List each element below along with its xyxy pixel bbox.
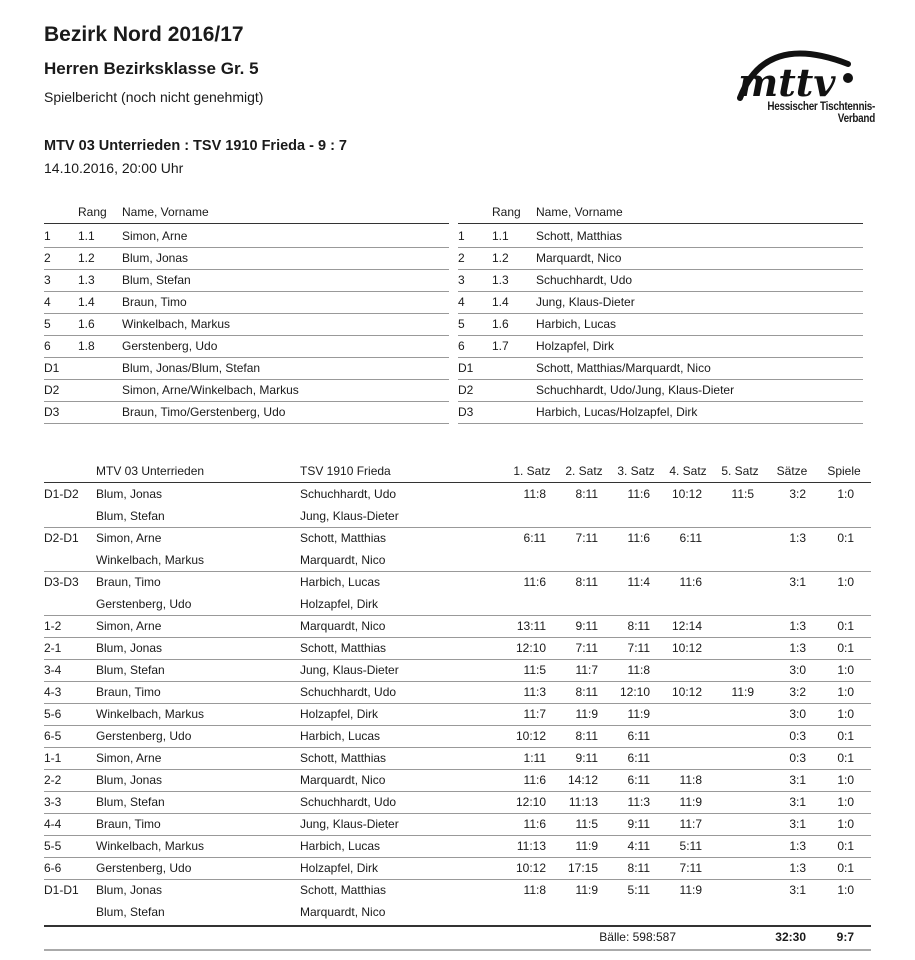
lineup-row bbox=[458, 357, 863, 380]
home-player: Gerstenberg, Udo bbox=[96, 597, 192, 611]
set-score: 11:6 bbox=[679, 575, 702, 589]
home-player: Braun, Timo bbox=[96, 685, 161, 699]
match-code: 2-1 bbox=[44, 641, 62, 655]
match-row bbox=[44, 659, 871, 682]
match-code: D1-D2 bbox=[44, 487, 79, 501]
away-player: Marquardt, Nico bbox=[300, 773, 386, 787]
away-player: Schott, Matthias bbox=[300, 751, 387, 765]
logo-wordmark: mttv bbox=[738, 60, 836, 102]
lineup-player-name: Blum, Jonas bbox=[122, 251, 189, 265]
htttv-logo bbox=[730, 40, 875, 125]
lineup-rang: 1.4 bbox=[78, 295, 95, 309]
lineup-player-name: Winkelbach, Markus bbox=[122, 317, 231, 331]
lineup-rang: 1.2 bbox=[492, 251, 509, 265]
match-code: D3-D3 bbox=[44, 575, 79, 589]
set-score: 8:11 bbox=[575, 729, 598, 743]
home-player: Simon, Arne bbox=[96, 531, 162, 545]
lineup-row bbox=[458, 269, 863, 292]
lineup-position: D2 bbox=[44, 383, 60, 397]
col-name-header: Name, Vorname bbox=[536, 205, 623, 219]
away-player: Holzapfel, Dirk bbox=[300, 597, 379, 611]
set-score: 6:11 bbox=[523, 531, 546, 545]
lineup-position: 6 bbox=[458, 339, 465, 353]
set-score: 11:9 bbox=[731, 685, 754, 699]
col-name-header: Name, Vorname bbox=[122, 205, 209, 219]
logo-mark-icon bbox=[730, 40, 875, 102]
lineup-player-name: Jung, Klaus-Dieter bbox=[536, 295, 635, 309]
match-row bbox=[44, 615, 871, 638]
lineup-position: 6 bbox=[44, 339, 51, 353]
match-row bbox=[44, 681, 871, 704]
home-player: Winkelbach, Markus bbox=[96, 839, 205, 853]
match-row bbox=[44, 637, 871, 660]
set-score: 11:9 bbox=[575, 707, 598, 721]
match-row bbox=[44, 483, 871, 505]
lineup-row bbox=[458, 247, 863, 270]
set-score: 8:11 bbox=[575, 487, 598, 501]
set5-header: 5. Satz bbox=[721, 464, 759, 478]
set-score: 11:7 bbox=[523, 707, 546, 721]
home-player: Braun, Timo bbox=[96, 817, 161, 831]
match-code: 5-5 bbox=[44, 839, 62, 853]
set-score: 5:11 bbox=[627, 883, 650, 897]
lineup-row bbox=[458, 401, 863, 424]
saetze-score: 3:0 bbox=[789, 707, 806, 721]
set-score: 11:3 bbox=[523, 685, 546, 699]
set-score: 11:9 bbox=[627, 707, 650, 721]
set-score: 11:8 bbox=[523, 487, 546, 501]
home-player: Winkelbach, Markus bbox=[96, 553, 205, 567]
lineup-row bbox=[458, 335, 863, 358]
spiele-score: 0:1 bbox=[837, 751, 854, 765]
col-rang-header: Rang bbox=[78, 205, 107, 219]
set-score: 11:13 bbox=[516, 839, 546, 853]
spiele-score: 1:0 bbox=[837, 883, 854, 897]
lineup-player-name: Blum, Jonas/Blum, Stefan bbox=[122, 361, 261, 375]
saetze-score: 3:1 bbox=[789, 817, 806, 831]
set-score: 11:9 bbox=[679, 795, 702, 809]
set-score: 9:11 bbox=[575, 619, 598, 633]
home-player: Blum, Jonas bbox=[96, 641, 163, 655]
set-score: 11:3 bbox=[627, 795, 650, 809]
saetze-score: 3:1 bbox=[789, 575, 806, 589]
match-row bbox=[44, 813, 871, 836]
saetze-score: 3:0 bbox=[789, 663, 806, 677]
lineup-row bbox=[44, 225, 449, 248]
spiele-score: 1:0 bbox=[837, 817, 854, 831]
match-code: 3-3 bbox=[44, 795, 62, 809]
spiele-score: 0:1 bbox=[837, 839, 854, 853]
away-player: Schuchhardt, Udo bbox=[300, 487, 397, 501]
match-row-continued bbox=[44, 901, 871, 923]
set-score: 11:4 bbox=[627, 575, 650, 589]
match-row bbox=[44, 703, 871, 726]
lineup-position: 1 bbox=[458, 229, 465, 243]
saetze-score: 3:2 bbox=[789, 487, 806, 501]
home-player: Simon, Arne bbox=[96, 751, 162, 765]
away-player: Marquardt, Nico bbox=[300, 619, 386, 633]
set-score: 11:9 bbox=[679, 883, 702, 897]
set-score: 6:11 bbox=[679, 531, 702, 545]
spiele-score: 1:0 bbox=[837, 707, 854, 721]
total-spiele: 9:7 bbox=[836, 930, 854, 944]
match-row bbox=[44, 769, 871, 792]
away-player: Jung, Klaus-Dieter bbox=[300, 663, 399, 677]
lineup-rang: 1.4 bbox=[492, 295, 509, 309]
lineup-player-name: Schott, Matthias/Marquardt, Nico bbox=[536, 361, 711, 375]
saetze-score: 3:1 bbox=[789, 795, 806, 809]
set-score: 7:11 bbox=[627, 641, 650, 655]
lineup-header bbox=[458, 203, 863, 224]
home-team-header: MTV 03 Unterrieden bbox=[96, 464, 205, 478]
set-score: 11:5 bbox=[731, 487, 754, 501]
col-rang-header: Rang bbox=[492, 205, 521, 219]
lineup-position: 4 bbox=[44, 295, 51, 309]
set-score: 10:12 bbox=[671, 487, 702, 501]
spiele-score: 1:0 bbox=[837, 773, 854, 787]
lineup-player-name: Schott, Matthias bbox=[536, 229, 623, 243]
away-player: Schott, Matthias bbox=[300, 531, 387, 545]
match-row-continued bbox=[44, 593, 871, 616]
away-player: Marquardt, Nico bbox=[300, 553, 386, 567]
lineup-rang: 1.1 bbox=[78, 229, 95, 243]
away-player: Harbich, Lucas bbox=[300, 575, 381, 589]
lineup-position: 2 bbox=[458, 251, 465, 265]
spiele-score: 1:0 bbox=[837, 487, 854, 501]
away-player: Jung, Klaus-Dieter bbox=[300, 509, 399, 523]
saetze-score: 1:3 bbox=[789, 839, 806, 853]
home-player: Blum, Stefan bbox=[96, 905, 165, 919]
lineup-position: 2 bbox=[44, 251, 51, 265]
saetze-score: 1:3 bbox=[789, 641, 806, 655]
set1-header: 1. Satz bbox=[513, 464, 551, 478]
set-score: 11:6 bbox=[523, 575, 546, 589]
lineup-rang: 1.6 bbox=[492, 317, 509, 331]
set-score: 17:15 bbox=[567, 861, 598, 875]
lineup-player-name: Braun, Timo bbox=[122, 295, 187, 309]
total-saetze: 32:30 bbox=[775, 930, 806, 944]
set-score: 1:11 bbox=[523, 751, 546, 765]
lineup-position: D3 bbox=[458, 405, 474, 419]
lineup-header bbox=[44, 203, 449, 224]
set-score: 10:12 bbox=[671, 685, 702, 699]
logo-org-name: Hessischer Tischtennis-Verband bbox=[767, 101, 875, 125]
set-score: 11:6 bbox=[627, 531, 650, 545]
set-score: 12:10 bbox=[515, 641, 546, 655]
match-row bbox=[44, 857, 871, 880]
lineup-player-name: Simon, Arne bbox=[122, 229, 188, 243]
match-code: D2-D1 bbox=[44, 531, 79, 545]
match-code: 1-1 bbox=[44, 751, 62, 765]
home-player: Blum, Stefan bbox=[96, 509, 165, 523]
set-score: 6:11 bbox=[627, 773, 650, 787]
spiele-score: 0:1 bbox=[837, 641, 854, 655]
lineup-rang: 1.3 bbox=[78, 273, 95, 287]
lineup-player-name: Braun, Timo/Gerstenberg, Udo bbox=[122, 405, 286, 419]
report-status: Spielbericht (noch nicht genehmigt) bbox=[44, 89, 264, 105]
lineup-player-name: Gerstenberg, Udo bbox=[122, 339, 218, 353]
lineup-player-name: Harbich, Lucas bbox=[536, 317, 617, 331]
lineup-position: 3 bbox=[44, 273, 51, 287]
lineup-row bbox=[44, 335, 449, 358]
match-row bbox=[44, 725, 871, 748]
away-team-header: TSV 1910 Frieda bbox=[300, 464, 391, 478]
set-score: 7:11 bbox=[575, 641, 598, 655]
match-code: 6-5 bbox=[44, 729, 62, 743]
lineup-position: 5 bbox=[458, 317, 465, 331]
matches-header bbox=[44, 460, 871, 483]
home-player: Gerstenberg, Udo bbox=[96, 861, 192, 875]
saetze-score: 1:3 bbox=[789, 861, 806, 875]
set4-header: 4. Satz bbox=[669, 464, 707, 478]
set-score: 8:11 bbox=[627, 619, 650, 633]
match-code: 4-3 bbox=[44, 685, 62, 699]
lineup-row bbox=[458, 225, 863, 248]
match-code: 5-6 bbox=[44, 707, 62, 721]
set-score: 12:10 bbox=[619, 685, 650, 699]
match-code: 3-4 bbox=[44, 663, 62, 677]
spiele-score: 1:0 bbox=[837, 575, 854, 589]
set-score: 11:8 bbox=[627, 663, 650, 677]
match-datetime: 14.10.2016, 20:00 Uhr bbox=[44, 160, 184, 176]
home-player: Braun, Timo bbox=[96, 575, 161, 589]
set-score: 4:11 bbox=[627, 839, 650, 853]
set-score: 11:9 bbox=[575, 839, 598, 853]
saetze-score: 3:1 bbox=[789, 773, 806, 787]
spiele-score: 0:1 bbox=[837, 531, 854, 545]
lineup-rang: 1.3 bbox=[492, 273, 509, 287]
lineup-rang: 1.7 bbox=[492, 339, 509, 353]
set3-header: 3. Satz bbox=[617, 464, 655, 478]
match-code: 4-4 bbox=[44, 817, 62, 831]
lineup-position: D3 bbox=[44, 405, 60, 419]
away-player: Schuchhardt, Udo bbox=[300, 795, 397, 809]
match-row bbox=[44, 747, 871, 770]
lineup-player-name: Marquardt, Nico bbox=[536, 251, 622, 265]
match-code: 6-6 bbox=[44, 861, 62, 875]
set-score: 11:6 bbox=[523, 817, 546, 831]
away-player: Holzapfel, Dirk bbox=[300, 707, 379, 721]
lineup-position: D2 bbox=[458, 383, 474, 397]
saetze-score: 3:1 bbox=[789, 883, 806, 897]
lineup-position: 3 bbox=[458, 273, 465, 287]
lineup-row bbox=[44, 379, 449, 402]
set2-header: 2. Satz bbox=[565, 464, 603, 478]
set-score: 10:12 bbox=[515, 729, 546, 743]
lineup-rang: 1.2 bbox=[78, 251, 95, 265]
match-row bbox=[44, 835, 871, 858]
lineup-row bbox=[44, 291, 449, 314]
totals-row bbox=[44, 925, 871, 951]
saetze-score: 1:3 bbox=[789, 619, 806, 633]
lineup-position: D1 bbox=[44, 361, 60, 375]
set-score: 9:11 bbox=[575, 751, 598, 765]
spiele-score: 0:1 bbox=[837, 619, 854, 633]
away-player: Harbich, Lucas bbox=[300, 839, 381, 853]
lineup-position: 4 bbox=[458, 295, 465, 309]
home-player: Blum, Jonas bbox=[96, 487, 163, 501]
set-score: 11:5 bbox=[523, 663, 546, 677]
away-player: Harbich, Lucas bbox=[300, 729, 381, 743]
page-title: Bezirk Nord 2016/17 bbox=[44, 23, 244, 46]
lineup-row bbox=[44, 401, 449, 424]
away-player: Jung, Klaus-Dieter bbox=[300, 817, 399, 831]
match-row bbox=[44, 571, 871, 593]
saetze-header: Sätze bbox=[776, 464, 808, 478]
away-player: Schuchhardt, Udo bbox=[300, 685, 397, 699]
lineup-row bbox=[44, 313, 449, 336]
set-score: 11:9 bbox=[575, 883, 598, 897]
home-player: Gerstenberg, Udo bbox=[96, 729, 192, 743]
spiele-score: 1:0 bbox=[837, 663, 854, 677]
lineup-row bbox=[458, 379, 863, 402]
set-score: 11:13 bbox=[568, 795, 598, 809]
set-score: 11:8 bbox=[679, 773, 702, 787]
set-score: 8:11 bbox=[575, 685, 598, 699]
spiele-score: 0:1 bbox=[837, 861, 854, 875]
match-row bbox=[44, 791, 871, 814]
lineup-position: D1 bbox=[458, 361, 474, 375]
lineup-row bbox=[44, 357, 449, 380]
lineup-player-name: Blum, Stefan bbox=[122, 273, 191, 287]
set-score: 7:11 bbox=[679, 861, 702, 875]
home-player: Simon, Arne bbox=[96, 619, 162, 633]
set-score: 8:11 bbox=[627, 861, 650, 875]
away-player: Schott, Matthias bbox=[300, 883, 387, 897]
lineup-player-name: Holzapfel, Dirk bbox=[536, 339, 615, 353]
lineup-player-name: Schuchhardt, Udo/Jung, Klaus-Dieter bbox=[536, 383, 735, 397]
spiele-score: 0:1 bbox=[837, 729, 854, 743]
saetze-score: 0:3 bbox=[789, 729, 806, 743]
saetze-score: 0:3 bbox=[789, 751, 806, 765]
set-score: 5:11 bbox=[679, 839, 702, 853]
lineup-position: 5 bbox=[44, 317, 51, 331]
away-player: Holzapfel, Dirk bbox=[300, 861, 379, 875]
set-score: 12:10 bbox=[515, 795, 546, 809]
set-score: 11:8 bbox=[523, 883, 546, 897]
home-player: Blum, Jonas bbox=[96, 773, 163, 787]
match-row bbox=[44, 527, 871, 549]
lineup-row bbox=[44, 247, 449, 270]
match-code: 1-2 bbox=[44, 619, 62, 633]
lineup-rang: 1.6 bbox=[78, 317, 95, 331]
lineup-row bbox=[44, 269, 449, 292]
spiele-score: 1:0 bbox=[837, 685, 854, 699]
set-score: 10:12 bbox=[671, 641, 702, 655]
lineup-position: 1 bbox=[44, 229, 51, 243]
match-code: 2-2 bbox=[44, 773, 62, 787]
home-player: Blum, Jonas bbox=[96, 883, 163, 897]
set-score: 11:7 bbox=[575, 663, 598, 677]
set-score: 11:6 bbox=[627, 487, 650, 501]
set-score: 7:11 bbox=[575, 531, 598, 545]
match-row-continued bbox=[44, 549, 871, 572]
saetze-score: 1:3 bbox=[789, 531, 806, 545]
total-balls: Bälle: 598:587 bbox=[599, 930, 676, 944]
set-score: 10:12 bbox=[515, 861, 546, 875]
set-score: 12:14 bbox=[671, 619, 702, 633]
set-score: 11:6 bbox=[523, 773, 546, 787]
home-player: Blum, Stefan bbox=[96, 663, 165, 677]
saetze-score: 3:2 bbox=[789, 685, 806, 699]
match-code: D1-D1 bbox=[44, 883, 79, 897]
home-player: Blum, Stefan bbox=[96, 795, 165, 809]
match-row-continued bbox=[44, 505, 871, 528]
set-score: 6:11 bbox=[627, 729, 650, 743]
set-score: 11:7 bbox=[679, 817, 702, 831]
away-player: Marquardt, Nico bbox=[300, 905, 386, 919]
set-score: 11:5 bbox=[575, 817, 598, 831]
lineup-row bbox=[458, 313, 863, 336]
set-score: 8:11 bbox=[575, 575, 598, 589]
lineup-player-name: Harbich, Lucas/Holzapfel, Dirk bbox=[536, 405, 698, 419]
lineup-rang: 1.1 bbox=[492, 229, 509, 243]
set-score: 6:11 bbox=[627, 751, 650, 765]
home-player: Winkelbach, Markus bbox=[96, 707, 205, 721]
lineup-rang: 1.8 bbox=[78, 339, 95, 353]
lineup-player-name: Schuchhardt, Udo bbox=[536, 273, 633, 287]
away-player: Schott, Matthias bbox=[300, 641, 387, 655]
match-title: MTV 03 Unterrieden : TSV 1910 Frieda - 9 : 7 bbox=[44, 138, 347, 154]
set-score: 14:12 bbox=[567, 773, 598, 787]
match-row bbox=[44, 879, 871, 901]
set-score: 13:11 bbox=[516, 619, 546, 633]
lineup-player-name: Simon, Arne/Winkelbach, Markus bbox=[122, 383, 299, 397]
lineup-row bbox=[458, 291, 863, 314]
spiele-header: Spiele bbox=[827, 464, 861, 478]
spiele-score: 1:0 bbox=[837, 795, 854, 809]
set-score: 9:11 bbox=[627, 817, 650, 831]
league-title: Herren Bezirksklasse Gr. 5 bbox=[44, 59, 259, 78]
